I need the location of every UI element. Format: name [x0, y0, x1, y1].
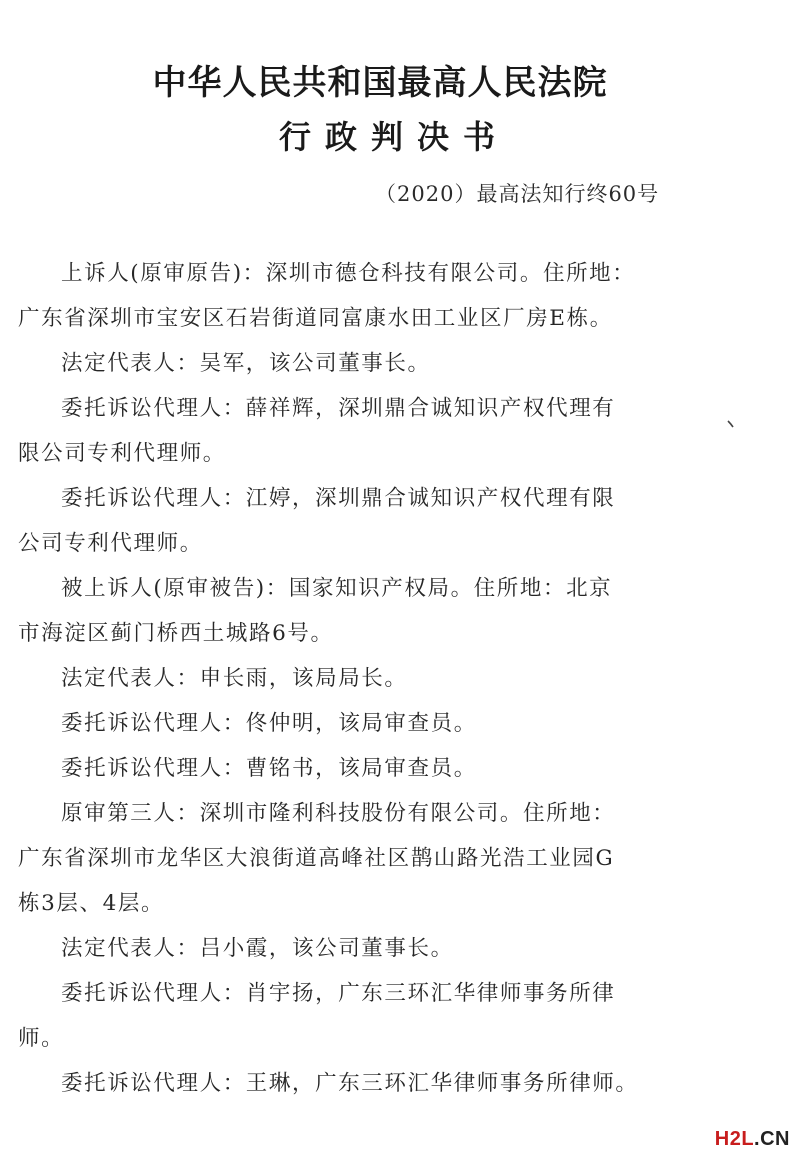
paragraph [18, 926, 724, 971]
case-number: （2020）最高法知行终60号 [375, 182, 660, 206]
paragraph [18, 251, 724, 341]
paragraph-line: 广东省深圳市龙华区大浪街道高峰社区鹊山路光浩工业园G [18, 846, 615, 871]
paragraph [18, 701, 724, 746]
paragraph [18, 566, 724, 656]
paragraph [18, 341, 724, 386]
paragraph [18, 971, 724, 1061]
paragraph-line: 上诉人(原审原告)：深圳市德仓科技有限公司。住所地： [61, 261, 636, 286]
stray-mark-icon [727, 420, 735, 428]
paragraph [18, 476, 724, 566]
paragraph-line: 被上诉人(原审被告)：国家知识产权局。住所地：北京 [61, 576, 613, 601]
paragraph [18, 656, 724, 701]
paragraph [18, 746, 724, 791]
paragraph-line: 栋3层、4层。 [18, 891, 165, 916]
paragraph-line: 市海淀区蓟门桥西土城路6号。 [18, 621, 334, 646]
paragraph-line: 委托诉讼代理人：王琳，广东三环汇华律师事务所律师。 [61, 1071, 639, 1096]
paragraph-line: 法定代表人：申长雨，该局局长。 [61, 666, 408, 691]
paragraph-line: 广东省深圳市宝安区石岩街道同富康水田工业区厂房E栋。 [18, 306, 613, 331]
paragraph-line: 委托诉讼代理人：肖宇扬，广东三环汇华律师事务所律 [61, 981, 616, 1006]
site-watermark [715, 1128, 790, 1151]
document-type-title: 行政判决书 [278, 118, 509, 156]
paragraph-line: 委托诉讼代理人：薛祥辉，深圳鼎合诚知识产权代理有 [61, 396, 616, 421]
paragraph-line: 师。 [18, 1026, 65, 1051]
paragraph-line: 原审第三人：深圳市隆利科技股份有限公司。住所地： [61, 801, 616, 826]
court-name-title: 中华人民共和国最高人民法院 [152, 63, 608, 103]
document-body [18, 251, 724, 1106]
paragraph-line: 公司专利代理师。 [18, 531, 203, 556]
paragraph [18, 386, 724, 476]
paragraph-line: 限公司专利代理师。 [18, 441, 226, 466]
paragraph-line: 委托诉讼代理人：佟仲明，该局审查员。 [61, 711, 477, 736]
paragraph-line: 法定代表人：吕小霞，该公司董事长。 [61, 936, 454, 961]
watermark-brand: H2L [714, 1128, 755, 1150]
paragraph-line: 法定代表人：吴军，该公司董事长。 [61, 351, 431, 376]
paragraph-line: 委托诉讼代理人：江婷，深圳鼎合诚知识产权代理有限 [61, 486, 616, 511]
paragraph [18, 1061, 724, 1106]
watermark-suffix: .CN [754, 1128, 790, 1150]
paragraph [18, 791, 724, 926]
paragraph-line: 委托诉讼代理人：曹铭书，该局审查员。 [61, 756, 477, 781]
